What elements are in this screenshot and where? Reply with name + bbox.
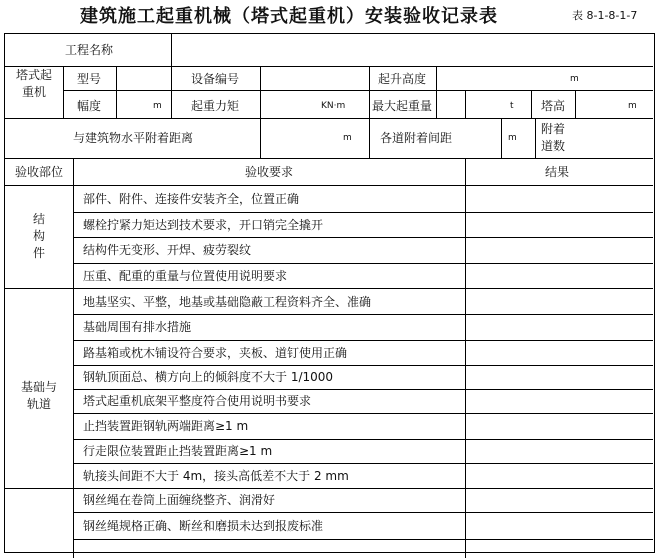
attach-distance-label: 与建筑物水平附着距离 [72,131,194,145]
result-cells-area[interactable] [467,186,652,486]
section-label-structure: 结 构 件 [32,212,46,260]
tower-height-unit: m [628,101,637,111]
requirement-item: 钢丝绳在卷筒上面缠绕整齐、润滑好 [83,493,276,507]
requirement-item: 行走限位装置距止挡装置距离≥1 m [83,444,273,458]
project-name-field[interactable] [173,36,651,64]
acceptance-record-form [4,33,655,553]
attach-spacing-label: 各道附着间距 [379,131,453,145]
attach-distance-unit: m [343,133,352,143]
max-lift-weight-unit: t [510,101,514,111]
attach-count-field[interactable] [576,119,652,157]
requirement-item: 基础周围有排水措施 [83,320,192,334]
attach-distance-field[interactable] [261,119,368,157]
lift-height-label: 起升高度 [377,72,427,86]
tower-height-label: 塔高 [540,99,566,113]
requirement-item: 压重、配重的重量与位置使用说明要求 [83,269,288,283]
tower-height-field[interactable] [576,91,652,117]
equipment-no-field[interactable] [261,67,368,89]
max-lift-weight-field[interactable] [466,91,530,117]
requirement-item: 部件、附件、连接件安装齐全，位置正确 [83,192,300,206]
attach-count-label: 附着 道数 [540,122,566,153]
model-label: 型号 [76,72,102,86]
amplitude-field[interactable] [117,91,170,117]
attach-spacing-field[interactable] [436,119,500,157]
section-label-foundation: 基础与 轨道 [20,380,58,411]
table-number: 表 8-1-8-1-7 [572,9,638,22]
amplitude-label: 幅度 [76,99,102,113]
requirement-item: 路基箱或枕木铺设符合要求，夹板、道钉使用正确 [83,346,348,360]
requirement-item: 钢轨顶面总、横方向上的倾斜度不大于 1/1000 [83,370,334,384]
lifting-moment-unit: KN·m [321,101,346,111]
requirement-item: 地基坚实、平整，地基或基础隐蔽工程资料齐全、准确 [83,295,372,309]
lifting-moment-field[interactable] [261,91,368,117]
crane-type-label: 塔式起 重机 [15,68,53,99]
equipment-no-label: 设备编号 [190,72,240,86]
document-title: 建筑施工起重机械（塔式起重机）安装验收记录表 [80,6,498,27]
requirement-item: 塔式起重机底架平整度符合使用说明书要求 [83,394,312,408]
model-field[interactable] [117,67,170,89]
column-header-requirement: 验收要求 [244,165,294,179]
requirement-item: 钢丝绳规格正确、断丝和磨损未达到报废标准 [83,519,324,533]
lift-height-unit: m [570,74,579,84]
column-header-part: 验收部位 [14,165,64,179]
requirement-item: 结构件无变形、开焊、疲劳裂纹 [83,243,252,257]
amplitude-unit: m [153,101,162,111]
requirement-item: 轨接头间距不大于 4m，接头高低差不大于 2 mm [83,469,349,483]
requirement-item: 止挡装置距钢轨两端距离≥1 m [83,419,249,433]
attach-spacing-unit: m [508,133,517,143]
lifting-moment-label: 起重力矩 [190,99,240,113]
max-lift-weight-label: 最大起重量 [371,99,433,113]
project-name-label: 工程名称 [64,43,114,57]
lift-height-field[interactable] [437,67,652,89]
column-header-result: 结果 [544,165,570,179]
requirement-item: 螺栓拧紧力矩达到技术要求，开口销完全撬开 [83,218,324,232]
